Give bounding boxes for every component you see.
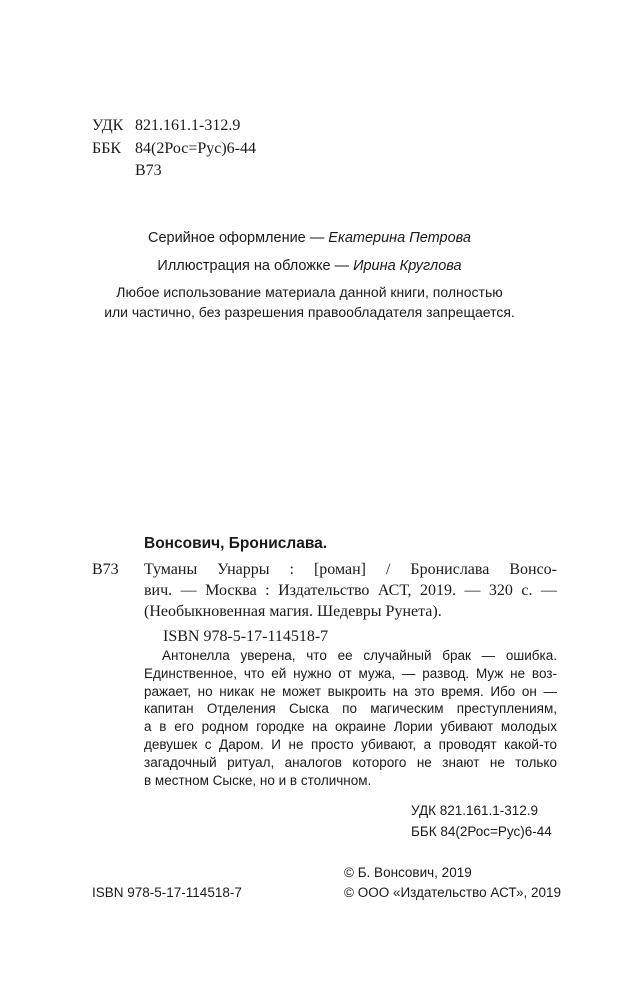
abstract-line-6: девушек с Даром. И не просто убивают, а проводят какой-то — [144, 736, 557, 752]
copyright-author: © Б. Вонсович, 2019 — [344, 865, 472, 880]
series-design-credit — [0, 230, 619, 246]
bbk-label: ББК — [92, 140, 122, 157]
udk-label: УДК — [92, 117, 124, 134]
series-design-label: Серийное оформление — — [147, 230, 329, 246]
cover-illustration-label: Иллюстрация на обложке — — [157, 258, 354, 274]
copyright-notice-line-2: или частично, без разрешения правообладателя запрещается. — [104, 304, 515, 320]
footer-udk: УДК 821.161.1-312.9 — [411, 803, 539, 818]
copyright-notice-line-1: Любое использование материала данной книги, полностью — [116, 284, 503, 300]
author-mark: В73 — [135, 162, 162, 179]
author-heading: Вонсович, Бронислава. — [144, 535, 328, 552]
abstract-line-8: в местном Сыске, но и в столичном. — [144, 772, 372, 788]
abstract — [144, 647, 557, 789]
bib-line-3: (Необыкновенная магия. Шедевры Рунета). — [144, 603, 442, 620]
series-design-name: Екатерина Петрова — [328, 230, 471, 246]
bbk-value: 84(2Рос=Рус)6-44 — [135, 140, 257, 157]
abstract-line-1: Антонелла уверена, что ее случайный брак — ошибка. — [162, 648, 557, 663]
record-isbn: ISBN 978-5-17-114518-7 — [163, 628, 329, 645]
bibliographic-description — [144, 559, 557, 622]
abstract-line-3: ражает, но никак не может выкроить на это время. Ибо он — — [144, 683, 557, 699]
copyright-notice — [0, 282, 619, 322]
abstract-line-5: а в его родном городке на окраине Лории убивают молодых — [144, 719, 557, 735]
abstract-line-7: загадочный ритуал, аналогов которого не знают не только — [144, 754, 557, 770]
abstract-line-2: Единственное, что ей нужно от мужа, — развод. Муж не воз- — [144, 665, 557, 681]
record-author-mark: В73 — [92, 561, 119, 578]
footer-isbn: ISBN 978-5-17-114518-7 — [92, 885, 242, 900]
bib-line-1: Туманы Унарры : [роман] / Бронислава Вонсо- — [144, 561, 557, 578]
copyright-publisher: © ООО «Издательство АСТ», 2019 — [344, 885, 562, 900]
udk-value: 821.161.1-312.9 — [135, 117, 241, 134]
cover-illustration-credit — [0, 258, 619, 274]
cover-illustration-name: Ирина Круглова — [353, 258, 462, 274]
abstract-line-4: капитан Отделения Сыска по магическим преступлениям, — [144, 701, 557, 717]
bib-line-2: вич. — Москва : Издательство АСТ, 2019. — 320 с. — — [144, 582, 557, 599]
footer-bbk: ББК 84(2Рос=Рус)6-44 — [411, 824, 552, 839]
